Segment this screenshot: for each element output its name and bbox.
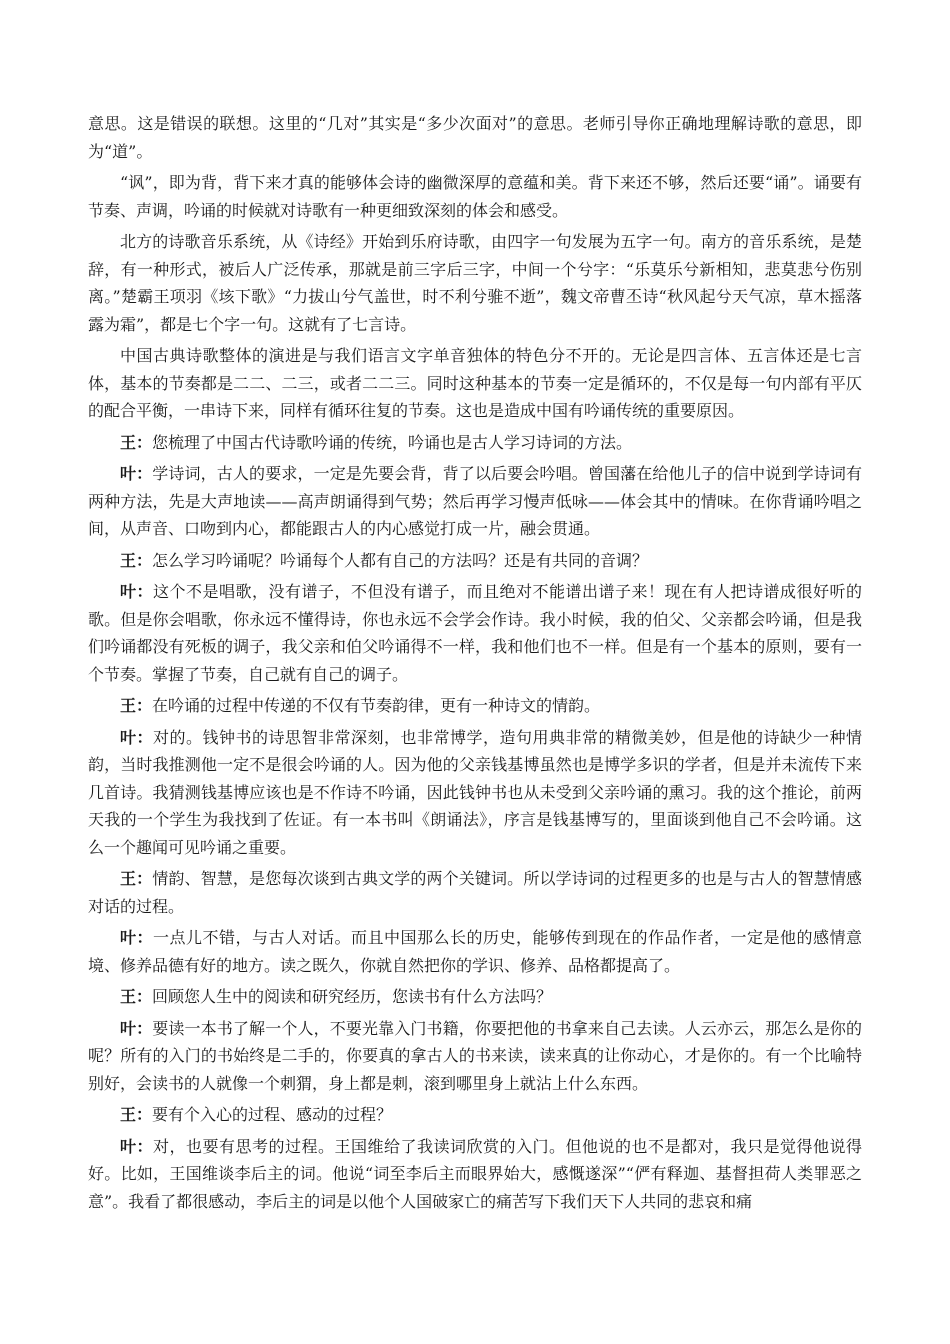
speaker-label: 王： (120, 987, 153, 1006)
paragraph-text: 回顾您人生中的阅读和研究经历，您读书有什么方法吗？ (152, 987, 553, 1006)
paragraph-text: 学诗词，古人的要求，一定是先要会背，背了以后要会吟唱。曾国藩在给他儿子的信中说到学诗词有两种方法，先是大声地读——高声朗诵得到气势；然后再学习慢声低咏——体会其中的情味。在你背诵吟唱之间，从声音、口吻到内心，都能跟古人的内心感觉打成一片，融会贯通。 (88, 464, 862, 538)
dialogue-question (88, 1101, 862, 1129)
paragraph-text: 北方的诗歌音乐系统，从《诗经》开始到乐府诗歌，由四字一句发展为五字一句。南方的音乐系统，是楚辞，有一种形式，被后人广泛传承，那就是前三字后三字，中间一个兮字：“乐莫乐兮新相知，悲莫悲兮伤别离。”楚霸王项羽《垓下歌》“力拔山兮气盖世，时不利兮骓不逝”，魏文帝曹丕诗“秋风起兮天气凉，草木摇落露为霜”，都是七个字一句。这就有了七言诗。 (88, 232, 862, 334)
dialogue-question (88, 692, 862, 720)
paragraph-text: 一点儿不错，与古人对话。而且中国那么长的历史，能够传到现在的作品作者，一定是他的感情意境、修养品德有好的地方。读之既久，你就自然把你的学识、修养、品格都提高了。 (88, 928, 862, 975)
dialogue-answer (88, 460, 862, 543)
dialogue-answer (88, 1015, 862, 1098)
dialogue-question (88, 429, 862, 457)
paragraph (88, 228, 862, 338)
speaker-label: 叶： (120, 582, 153, 601)
paragraph-text: “讽”，即为背，背下来才真的能够体会诗的幽微深厚的意蕴和美。背下来还不够，然后还要“诵”。诵要有节奏、声调，吟诵的时候就对诗歌有一种更细致深刻的体会和感受。 (88, 173, 862, 220)
document-body (88, 110, 862, 1219)
speaker-label: 王： (120, 1105, 153, 1124)
paragraph-text: 对的。钱钟书的诗思智非常深刻，也非常博学，造句用典非常的精微美妙，但是他的诗缺少一种情韵，当时我推测他一定不是很会吟诵的人。因为他的父亲钱基博虽然也是博学多识的学者，但是并未流传下来几首诗。我猜测钱基博应该也是不作诗不吟诵，因此钱钟书也从未受到父亲吟诵的熏习。我的这个推论，前两天我的一个学生为我找到了佐证。有一本书叫《朗诵法》，序言是钱基博写的，里面谈到他自己不会吟诵。这么一个趣闻可见吟诵之重要。 (88, 727, 862, 857)
paragraph-text: 在吟诵的过程中传递的不仅有节奏韵律，更有一种诗文的情韵。 (152, 696, 601, 715)
dialogue-question (88, 983, 862, 1011)
paragraph-text: 对，也要有思考的过程。王国维给了我读词欣赏的入门。但他说的也不是都对，我只是觉得他说得好。比如，王国维谈李后主的词。他说“词至李后主而眼界始大，感慨遂深”“俨有释迦、基督担荷人类罪恶之意”。我看了都很感动，李后主的词是以他个人国破家亡的痛苦写下我们天下人共同的悲哀和痛 (88, 1136, 862, 1211)
speaker-label: 王： (120, 432, 153, 452)
paragraph (88, 342, 862, 425)
dialogue-answer (88, 724, 862, 862)
paragraph-text: 中国古典诗歌整体的演进是与我们语言文字单音独体的特色分不开的。无论是四言体、五言体还是七言体，基本的节奏都是二二、二三，或者二二三。同时这种基本的节奏一定是循环的，不仅是每一句内部有平仄的配合平衡，一串诗下来，同样有循环往复的节奏。这也是造成中国有吟诵传统的重要原因。 (88, 346, 862, 420)
paragraph (88, 110, 862, 165)
paragraph-text: 这个不是唱歌，没有谱子，不但没有谱子，而且绝对不能谱出谱子来！现在有人把诗谱成很好听的歌。但是你会唱歌，你永远不懂得诗，你也永远不会学会作诗。我小时候，我的伯父、父亲都会吟诵，但是我们吟诵都没有死板的调子，我父亲和伯父吟诵得不一样，我和他们也不一样。但是有一个基本的原则，要有一个节奏。掌握了节奏，自己就有自己的调子。 (88, 582, 862, 684)
paragraph-text: 意思。这是错误的联想。这里的“几对”其实是“多少次面对”的意思。老师引导你正确地理解诗歌的意思，即为“道”。 (88, 114, 862, 161)
dialogue-answer (88, 578, 862, 688)
paragraph (88, 169, 862, 224)
dialogue-answer (88, 1133, 862, 1216)
speaker-label: 王： (120, 550, 153, 570)
speaker-label: 叶： (120, 1136, 153, 1156)
speaker-label: 王： (120, 696, 153, 715)
paragraph-text: 您梳理了中国古代诗歌吟诵的传统，吟诵也是古人学习诗词的方法。 (152, 432, 633, 452)
paragraph-text: 要有个入心的过程、感动的过程？ (152, 1105, 393, 1124)
speaker-label: 叶： (120, 727, 153, 747)
speaker-label: 叶： (120, 928, 153, 947)
paragraph-text: 要读一本书了解一个人，不要光靠入门书籍，你要把他的书拿来自己去读。人云亦云，那怎么是你的呢？所有的入门的书始终是二手的，你要真的拿古人的书来读，读来真的让你动心，才是你的。有一个比喻特别好，会读书的人就像一个刺猬，身上都是刺，滚到哪里身上就沾上什么东西。 (88, 1018, 862, 1093)
paragraph-text: 怎么学习吟诵呢？吟诵每个人都有自己的方法吗？还是有共同的音调？ (152, 550, 649, 570)
dialogue-question (88, 547, 862, 575)
dialogue-question (88, 865, 862, 920)
speaker-label: 叶： (120, 1018, 153, 1038)
paragraph-text: 情韵、智慧，是您每次谈到古典文学的两个关键词。所以学诗词的过程更多的也是与古人的智慧情感对话的过程。 (88, 869, 862, 916)
dialogue-answer (88, 924, 862, 979)
speaker-label: 王： (120, 869, 153, 888)
speaker-label: 叶： (120, 464, 153, 483)
